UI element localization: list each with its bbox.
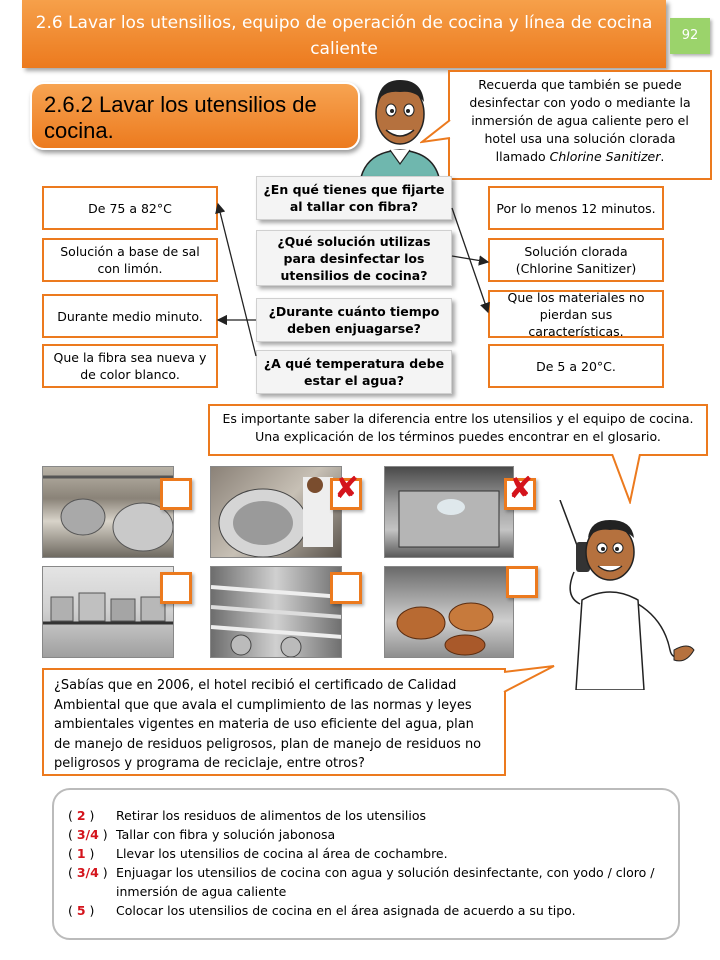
answer-right-4[interactable]: De 5 a 20°C. [488, 344, 664, 388]
section-title: 2.6.2 Lavar los utensilios de cocina. [30, 82, 360, 150]
answer-left-4[interactable]: Que la fibra sea nueva y de color blanco. [42, 344, 218, 388]
callout-pointer-bottom [500, 664, 556, 704]
checkbox-photo-6[interactable] [506, 566, 538, 598]
step-item [68, 863, 664, 901]
arrow-fibra-to-materiales [452, 208, 488, 312]
callout-pointer-middle [610, 454, 650, 504]
question-solucion[interactable]: ¿Qué solución utilizas para desinfectar los utensilios de cocina? [256, 230, 452, 286]
callout-glossary-note: Es importante saber la diferencia entre los utensilios y el equipo de cocina. Una explicación de los términos puedes encontrar en el glosario. [208, 404, 708, 456]
step-number-value: 3/4 [76, 865, 99, 880]
photo-ladles [210, 566, 342, 658]
page-number: 92 [670, 18, 710, 54]
checkbox-photo-4[interactable] [160, 572, 192, 604]
photo-shelf-containers [42, 566, 174, 658]
step-item [68, 806, 664, 825]
step-number-value: 5 [76, 903, 86, 918]
callout-italic-term: Chlorine Sanitizer [549, 149, 661, 164]
callout-environmental-certificate: ¿Sabías que en 2006, el hotel recibió el certificado de Calidad Ambiental que que avala el cumplimiento de las normas y leyes ambientales vigentes en materia de uso eficiente del agua, plan de manejo de residuos peligrosos, plan de manejo de residuos no peligrosos y programa de reciclaje, entre otros? [42, 668, 506, 776]
callout-text: Recuerda que también se puede desinfectar con yodo o mediante la inmersión de agua caliente pero el hotel usa una solución clorada llamado [469, 77, 691, 164]
step-text: Retirar los residuos de alimentos de los utensilios [116, 808, 426, 823]
steps-order-box [52, 788, 680, 940]
chef-phone-illustration [546, 500, 714, 690]
answer-left-1[interactable]: De 75 a 82°C [42, 186, 218, 230]
step-number-value: 2 [76, 808, 86, 823]
step-number: ( 5 ) [68, 903, 95, 918]
step-item [68, 844, 664, 863]
callout-disinfection-note [448, 70, 712, 180]
step-text: Llevar los utensilios de cocina al área de cochambre. [116, 846, 448, 861]
callout-pointer [420, 118, 452, 148]
question-tiempo[interactable]: ¿Durante cuánto tiempo deben enjuagarse? [256, 298, 452, 342]
photo-stove-equipment [384, 466, 514, 558]
checkbox-photo-5[interactable] [330, 572, 362, 604]
step-number: ( 3/4 ) [68, 827, 108, 842]
step-item [68, 825, 664, 844]
header-title: 2.6 Lavar los utensilios, equipo de operación de cocina y línea de cocina caliente [35, 13, 653, 59]
arrow-temperatura-to-75 [218, 204, 256, 356]
checkbox-photo-1[interactable] [160, 478, 192, 510]
callout-end: . [660, 149, 665, 164]
step-number: ( 1 ) [68, 846, 95, 861]
photo-hanging-pots [42, 466, 174, 558]
step-text: Tallar con fibra y solución jabonosa [116, 827, 336, 842]
step-number-value: 1 [76, 846, 86, 861]
step-item [68, 901, 664, 920]
x-mark-icon: ✘ [508, 471, 534, 506]
arrow-solucion-to-clorada [452, 256, 488, 262]
x-mark-icon: ✘ [334, 471, 360, 506]
photo-large-pot-worker [210, 466, 342, 558]
answer-left-3[interactable]: Durante medio minuto. [42, 294, 218, 338]
answer-left-2[interactable]: Solución a base de sal con limón. [42, 238, 218, 282]
question-fibra[interactable]: ¿En qué tienes que fijarte al tallar con fibra? [256, 176, 452, 220]
question-temperatura[interactable]: ¿A qué temperatura debe estar el agua? [256, 350, 452, 394]
step-text: Colocar los utensilios de cocina en el área asignada de acuerdo a su tipo. [116, 903, 576, 918]
step-text: Enjuagar los utensilios de cocina con agua y solución desinfectante, con yodo / cloro / inmersión de agua caliente [116, 865, 655, 899]
answer-right-3[interactable]: Que los materiales no pierdan sus características. [488, 290, 664, 338]
answer-right-1[interactable]: Por lo menos 12 minutos. [488, 186, 664, 230]
step-number: ( 2 ) [68, 808, 95, 823]
step-number: ( 3/4 ) [68, 865, 108, 880]
step-number-value: 3/4 [76, 827, 99, 842]
answer-right-2[interactable]: Solución clorada (Chlorine Sanitizer) [488, 238, 664, 282]
photo-copper-pans [384, 566, 514, 658]
page-header [22, 0, 666, 68]
